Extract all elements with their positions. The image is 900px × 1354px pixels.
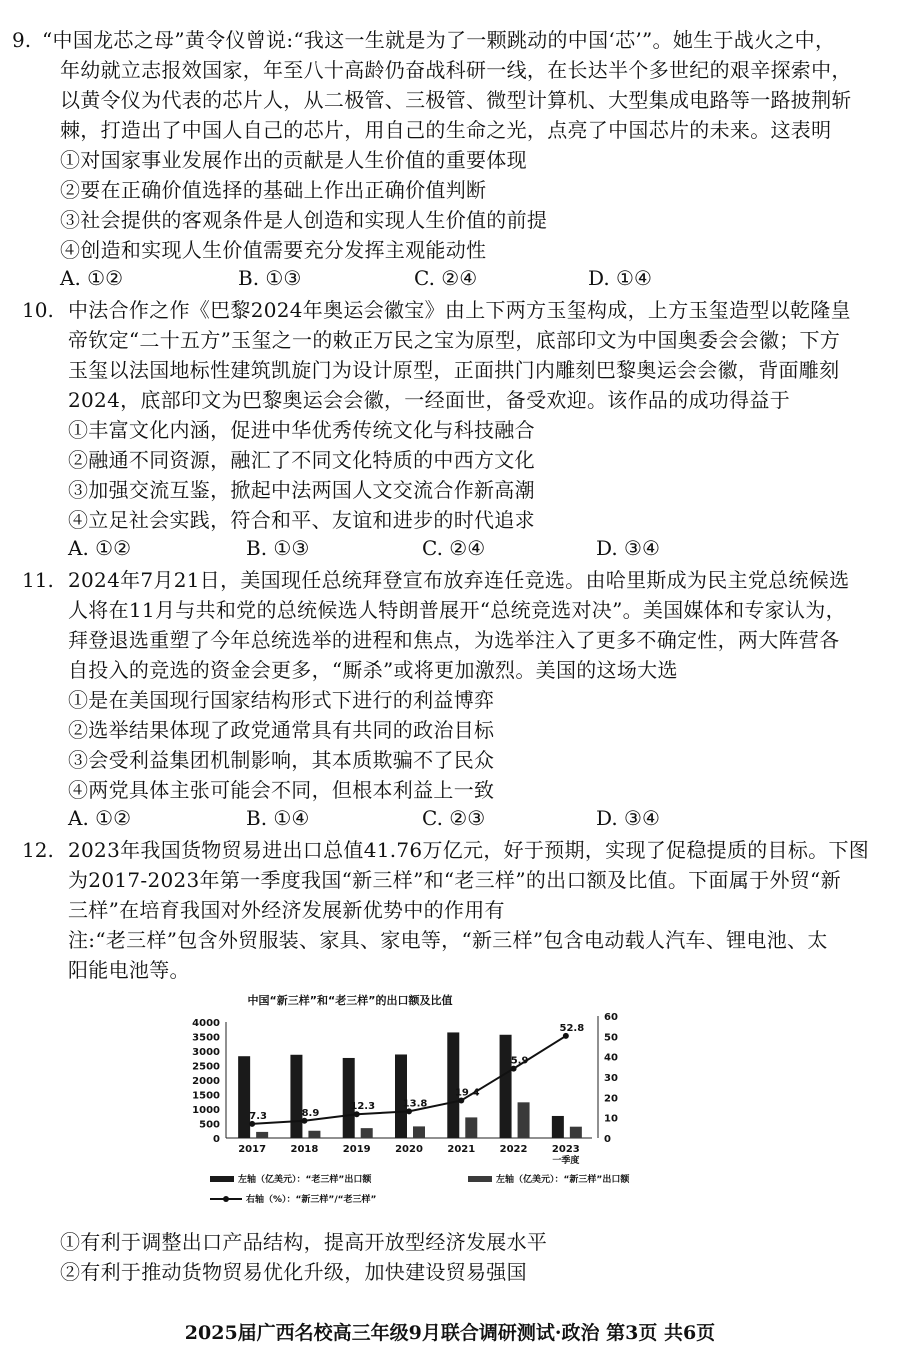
option-b: B. ①③ <box>238 266 302 290</box>
question-stem-line: 玉玺以法国地标性建筑凯旋门为设计原型，正面拱门内雕刻巴黎奥运会会徽，背面雕刻 <box>68 358 840 382</box>
legend-label-new: 左轴（亿美元）：“新三样”出口额 <box>496 1175 630 1185</box>
page-footer: 2025届广西名校高三年级9月联合调研测试·政治 第3页 共6页 <box>184 1322 716 1344</box>
bar-new-three <box>465 1117 477 1138</box>
question-number: 11. <box>22 568 54 592</box>
option-c: C. ②③ <box>422 806 486 830</box>
bar-old-three <box>395 1054 407 1138</box>
bar-old-three <box>447 1032 459 1138</box>
bar-new-three <box>256 1132 268 1138</box>
statement-item: ①丰富文化内涵，促进中华优秀传统文化与科技融合 <box>68 418 535 442</box>
ratio-data-label: 19.4 <box>454 1087 480 1099</box>
statement-item: ②要在正确价值选择的基础上作出正确价值判断 <box>60 178 487 202</box>
statement-item: ②有利于推动货物贸易优化升级，加快建设贸易强国 <box>60 1260 527 1284</box>
statement-item: ①对国家事业发展作出的贡献是人生价值的重要体现 <box>60 148 527 172</box>
right-tick-label: 30 <box>604 1073 618 1084</box>
question-number: 10. <box>22 298 54 322</box>
question-stem-line: 2024，底部印文为巴黎奥运会会徽，一经面世，备受欢迎。该作品的成功得益于 <box>68 388 790 412</box>
right-tick-label: 0 <box>604 1134 611 1145</box>
left-tick-label: 4000 <box>192 1018 220 1029</box>
question-stem-line: 棘，打造出了中国人自己的芯片，用自己的生命之光，点亮了中国芯片的未来。这表明 <box>60 118 832 142</box>
bar-old-three <box>238 1056 250 1138</box>
left-tick-label: 1500 <box>192 1090 220 1102</box>
option-c: C. ②④ <box>414 266 478 290</box>
legend-swatch-new <box>468 1176 492 1182</box>
statement-item: ④创造和实现人生价值需要充分发挥主观能动性 <box>60 238 487 262</box>
question-stem-line: 三样”在培育我国对外经济发展新优势中的作用有 <box>68 898 505 922</box>
left-tick-label: 3000 <box>192 1047 220 1058</box>
question-stem-line: 2024年7月21日，美国现任总统拜登宣布放弃连任竞选。由哈里斯成为民主党总统候选 <box>68 568 850 592</box>
option-a: A. ①② <box>68 536 132 560</box>
statement-item: ③会受利益集团机制影响，其本质欺骗不了民众 <box>68 748 495 772</box>
legend-swatch-old <box>210 1176 234 1182</box>
option-b: B. ①③ <box>246 536 310 560</box>
x-tick-label: 2023 <box>551 1144 580 1155</box>
option-d: D. ③④ <box>596 536 660 560</box>
question-number: 12. <box>22 838 54 862</box>
ratio-data-label: 7.3 <box>249 1110 268 1122</box>
statement-item: ③社会提供的客观条件是人创造和实现人生价值的前提 <box>60 208 548 232</box>
bar-new-three <box>308 1131 320 1138</box>
legend-label-ratio: 右轴（%）：“新三样”/“老三样” <box>246 1195 377 1205</box>
x-tick-label: 2021 <box>447 1144 476 1155</box>
option-d: D. ①④ <box>588 266 652 290</box>
x-tick-label: 2022 <box>499 1144 528 1155</box>
question-note-line: 阳能电池等。 <box>68 958 190 982</box>
bar-old-three <box>343 1058 355 1138</box>
option-b: B. ①④ <box>246 806 310 830</box>
question-number: 9. <box>12 28 32 52</box>
left-tick-label: 1000 <box>192 1105 220 1116</box>
option-d: D. ③④ <box>596 806 660 830</box>
bar-new-three <box>570 1127 582 1138</box>
bar-new-three <box>518 1102 530 1138</box>
statement-item: ①有利于调整出口产品结构，提高开放型经济发展水平 <box>60 1230 548 1254</box>
ratio-data-label: 5.9 <box>510 1055 529 1067</box>
chart-plot-area <box>192 1012 618 1166</box>
bar-new-three <box>413 1126 425 1138</box>
ratio-data-label: 12.3 <box>350 1101 376 1113</box>
question-stem-line: 自投入的竞选的资金会更多，“厮杀”或将更加激烈。美国的这场大选 <box>68 658 678 682</box>
left-tick-label: 0 <box>213 1134 220 1145</box>
question-stem-line: 为2017-2023年第一季度我国“新三样”和“老三样”的出口额及比值。下面属于外贸“新 <box>68 868 841 892</box>
x-tick-label: 2018 <box>290 1144 319 1155</box>
left-tick-label: 2500 <box>192 1061 220 1073</box>
option-c: C. ②④ <box>422 536 486 560</box>
ratio-data-label: 8.9 <box>301 1107 320 1119</box>
question-stem-line: 年幼就立志报效国家，年至八十高龄仍奋战科研一线，在长达半个多世纪的艰辛探索中， <box>60 58 852 82</box>
bar-old-three <box>290 1055 302 1138</box>
statement-item: ②融通不同资源，融汇了不同文化特质的中西方文化 <box>68 448 535 472</box>
bar-new-three <box>361 1128 373 1138</box>
chart-title: 中国“新三样”和“老三样”的出口额及比值 <box>247 994 453 1007</box>
option-a: A. ①② <box>60 266 124 290</box>
x-tick-label: 2017 <box>238 1144 267 1155</box>
option-a: A. ①② <box>68 806 132 830</box>
chart-legend <box>210 1173 630 1205</box>
question-stem-line: 拜登退选重塑了今年总统选举的进程和焦点，为选举注入了更多不确定性，两大阵营各 <box>68 628 840 652</box>
ratio-data-label: 13.8 <box>402 1098 428 1110</box>
bar-old-three <box>500 1035 512 1138</box>
question-stem-line: 帝钦定“二十五方”玉玺之一的敕正万民之宝为原型，底部印文为中国奥委会会徽；下方 <box>68 328 841 352</box>
export-chart <box>190 988 710 1210</box>
statement-item: ④立足社会实践，符合和平、友谊和进步的时代追求 <box>68 508 535 532</box>
left-tick-label: 2000 <box>192 1076 220 1087</box>
right-tick-label: 60 <box>604 1012 618 1023</box>
right-tick-label: 50 <box>604 1032 618 1044</box>
left-tick-label: 3500 <box>192 1032 220 1044</box>
question-stem-line: 人将在11月与共和党的总统候选人特朗普展开“总统竞选对决”。美国媒体和专家认为， <box>68 598 846 622</box>
question-stem-line: 中法合作之作《巴黎2024年奥运会徽宝》由上下两方玉玺构成，上方玉玺造型以乾隆皇 <box>68 298 851 322</box>
x-tick-label: 2019 <box>342 1144 371 1155</box>
x-tick-label: 2020 <box>395 1144 423 1155</box>
question-stem-line: “中国龙芯之母”黄令仪曾说:“我这一生就是为了一颗跳动的中国‘芯’”。她生于战火之中， <box>42 28 836 52</box>
legend-marker-ratio <box>223 1196 229 1202</box>
ratio-data-label: 52.8 <box>559 1022 585 1034</box>
right-tick-label: 20 <box>604 1093 618 1105</box>
legend-label-old: 左轴（亿美元）：“老三样”出口额 <box>238 1175 372 1185</box>
x-tick-sublabel: 一季度 <box>552 1156 580 1166</box>
right-tick-label: 40 <box>604 1052 618 1064</box>
statement-item: ①是在美国现行国家结构形式下进行的利益博弈 <box>68 688 495 712</box>
left-tick-label: 500 <box>199 1119 220 1131</box>
bar-old-three <box>552 1116 564 1138</box>
right-tick-label: 10 <box>604 1113 618 1125</box>
question-stem-line: 2023年我国货物贸易进出口总值41.76万亿元，好于预期，实现了促稳提质的目标。下图 <box>68 838 870 862</box>
statement-item: ④两党具体主张可能会不同，但根本利益上一致 <box>68 778 495 802</box>
statement-item: ②选举结果体现了政党通常具有共同的政治目标 <box>68 718 495 742</box>
question-note-line: 注:“老三样”包含外贸服装、家具、家电等，“新三样”包含电动载人汽车、锂电池、太 <box>68 928 828 952</box>
question-stem-line: 以黄令仪为代表的芯片人，从二极管、三极管、微型计算机、大型集成电路等一路披荆斩 <box>60 88 852 112</box>
statement-item: ③加强交流互鉴，掀起中法两国人文交流合作新高潮 <box>68 478 535 502</box>
